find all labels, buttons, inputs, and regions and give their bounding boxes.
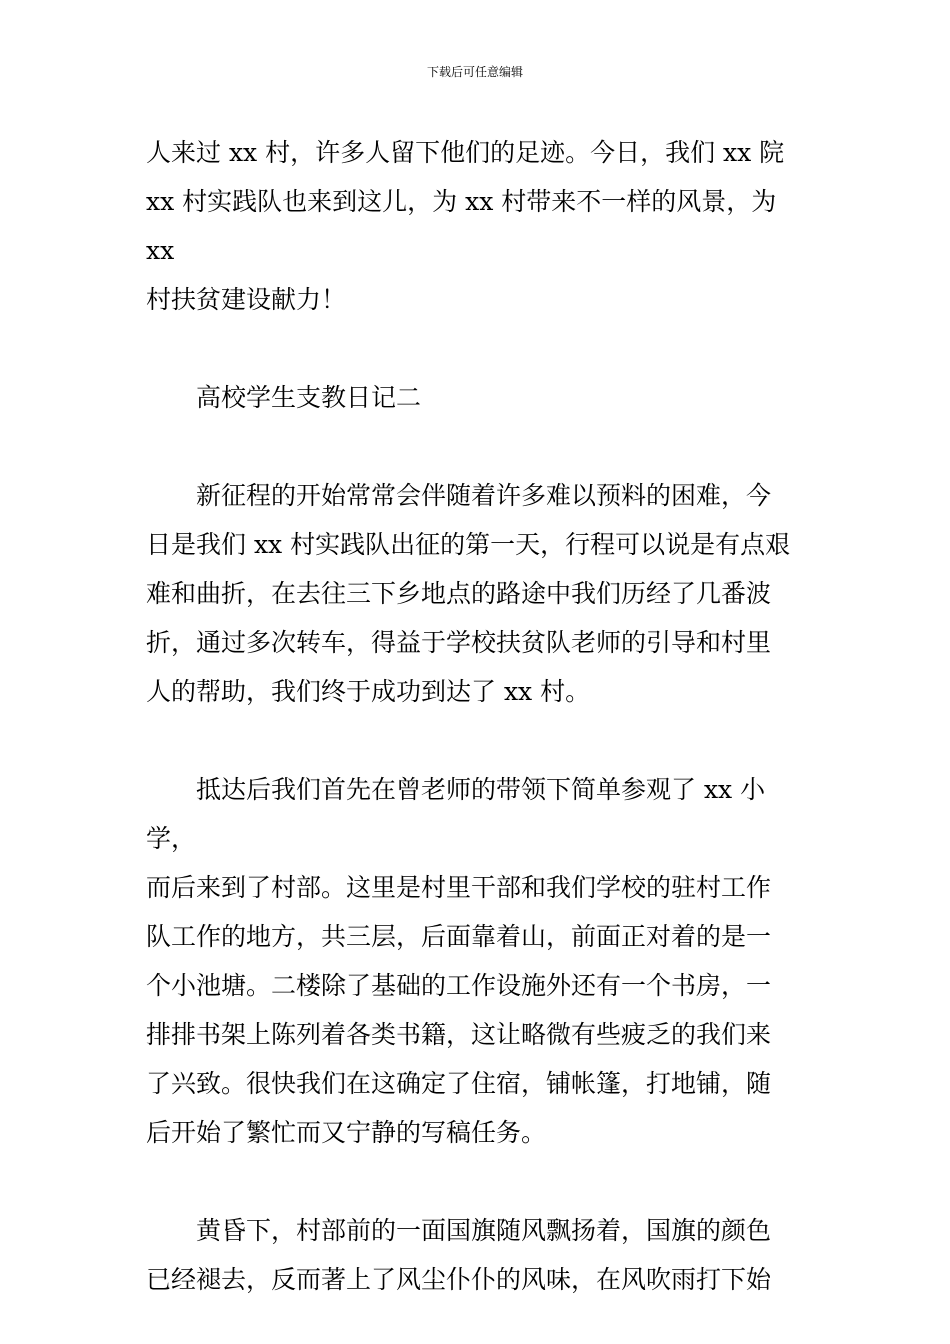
- paragraph-gap: [146, 716, 808, 765]
- text-line: 了兴致。很快我们在这确定了住宿，铺帐篷，打地铺，随: [146, 1069, 772, 1098]
- document-body: [146, 128, 808, 1304]
- text-line: 新征程的开始常常会伴随着许多难以预料的困难，今: [196, 481, 772, 510]
- text-line: 日是我们 xx 村实践队出征的第一天，行程可以说是有点艰: [146, 530, 791, 559]
- paragraph-gap: [146, 422, 808, 471]
- text-line: 个小池塘。二楼除了基础的工作设施外还有一个书房，一: [146, 971, 772, 1000]
- paragraph-gap: [146, 324, 808, 373]
- text-line: 排排书架上陈列着各类书籍，这让略微有些疲乏的我们来: [146, 1020, 772, 1049]
- text-line: xx 村实践队也来到这儿，为 xx 村带来不一样的风景，为 xx: [146, 187, 777, 265]
- text-line: 村扶贫建设献力！: [146, 285, 347, 314]
- section-heading: 高校学生支教日记二: [196, 383, 422, 412]
- text-line: 人来过 xx 村，许多人留下他们的足迹。今日，我们 xx 院: [146, 138, 785, 167]
- text-line: 黄昏下，村部前的一面国旗随风飘扬着，国旗的颜色: [196, 1216, 772, 1245]
- text-line: 后开始了繁忙而又宁静的写稿任务。: [146, 1118, 547, 1147]
- paragraph-gap: [146, 1157, 808, 1206]
- text-line: 难和曲折，在去往三下乡地点的路途中我们历经了几番波: [146, 579, 772, 608]
- page-header-note: 下载后可任意编辑: [426, 65, 523, 79]
- text-line: 折，通过多次转车，得益于学校扶贫队老师的引导和村里: [146, 628, 772, 657]
- text-line: 而后来到了村部。这里是村里干部和我们学校的驻村工作: [146, 873, 772, 902]
- text-line: 人的帮助，我们终于成功到达了 xx 村。: [146, 677, 591, 706]
- text-line: 已经褪去，反而著上了风尘仆仆的风味，在风吹雨打下始: [146, 1265, 772, 1294]
- text-line: 抵达后我们首先在曾老师的带领下简单参观了 xx 小学，: [146, 775, 766, 853]
- text-line: 队工作的地方，共三层，后面靠着山，前面正对着的是一: [146, 922, 772, 951]
